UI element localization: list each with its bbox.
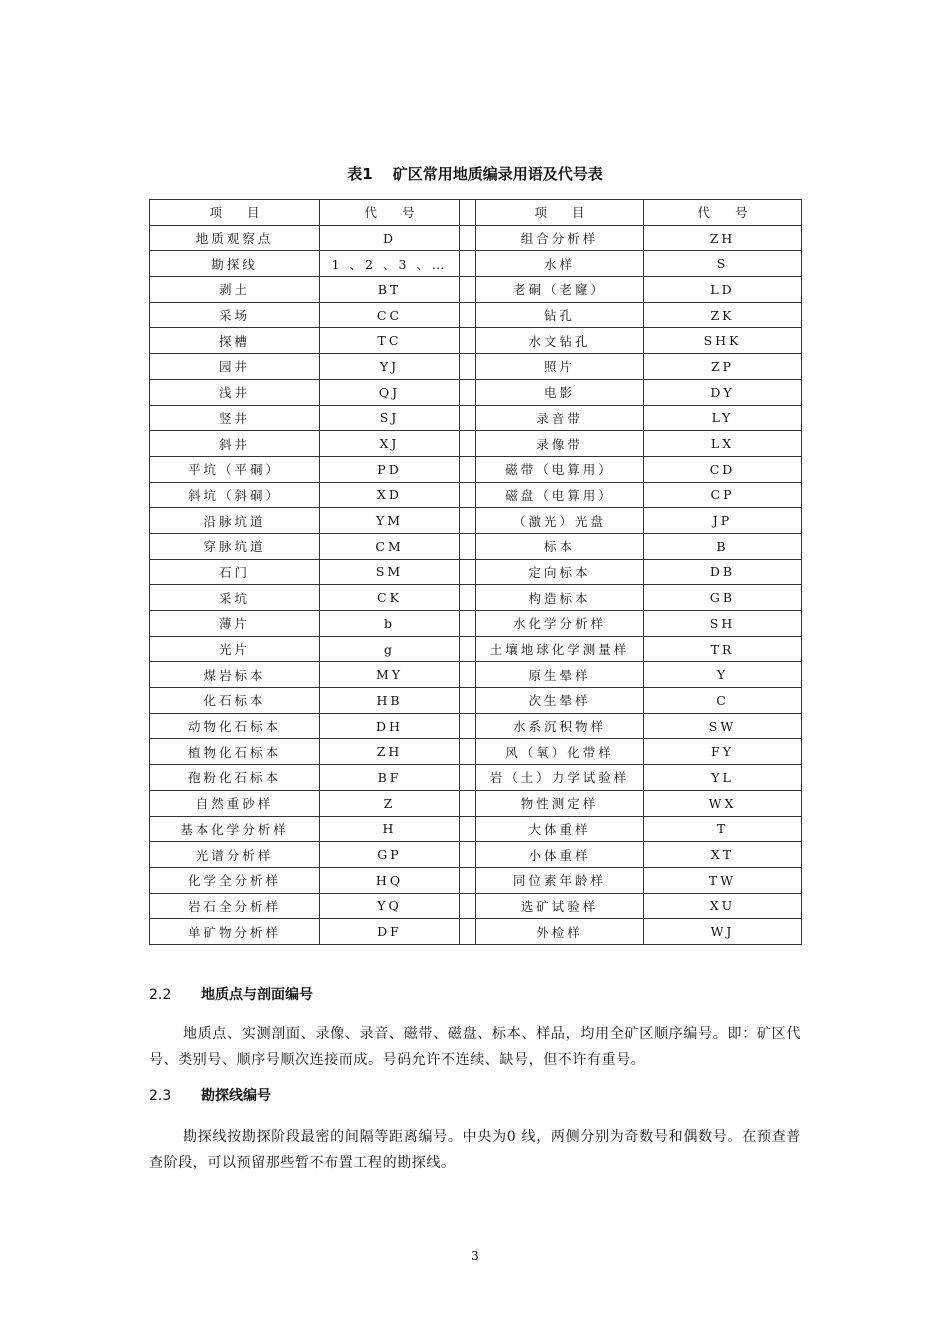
- table-row: [150, 765, 802, 791]
- item-code-cell: WJ: [644, 919, 802, 945]
- item-code-cell: LY: [644, 405, 802, 431]
- item-name-cell: 组合分析样: [476, 225, 644, 251]
- column-gap: [460, 611, 476, 637]
- table-row: [150, 328, 802, 354]
- table-row: [150, 533, 802, 559]
- table-header-row: [150, 200, 802, 226]
- column-gap: [460, 225, 476, 251]
- item-name-cell: 原生晕样: [476, 662, 644, 688]
- table-row: [150, 713, 802, 739]
- item-code-cell: HQ: [320, 867, 460, 893]
- item-code-cell: CK: [320, 585, 460, 611]
- item-code-cell: SH: [644, 611, 802, 637]
- column-gap: [460, 277, 476, 303]
- item-name-cell: 定向标本: [476, 559, 644, 585]
- item-name-cell: 探槽: [150, 328, 320, 354]
- item-name-cell: 穿脉坑道: [150, 533, 320, 559]
- item-name-cell: 石门: [150, 559, 320, 585]
- item-name-cell: 竖井: [150, 405, 320, 431]
- column-gap: [460, 585, 476, 611]
- item-name-cell: 平坑（平硐）: [150, 456, 320, 482]
- item-name-cell: 磁带（电算用）: [476, 456, 644, 482]
- item-code-cell: 1 、2 、3 、…: [320, 251, 460, 277]
- item-code-cell: WX: [644, 790, 802, 816]
- item-code-cell: ZP: [644, 354, 802, 380]
- item-code-cell: BT: [320, 277, 460, 303]
- column-gap: [460, 328, 476, 354]
- column-gap: [460, 867, 476, 893]
- item-code-cell: S: [644, 251, 802, 277]
- item-name-cell: 录像带: [476, 431, 644, 457]
- item-code-cell: XJ: [320, 431, 460, 457]
- item-code-cell: CP: [644, 482, 802, 508]
- item-code-cell: SM: [320, 559, 460, 585]
- item-name-cell: 次生晕样: [476, 688, 644, 714]
- header-cell: 代 号: [320, 200, 460, 226]
- item-name-cell: 化石标本: [150, 688, 320, 714]
- item-name-cell: 构造标本: [476, 585, 644, 611]
- table-row: [150, 688, 802, 714]
- item-code-cell: SW: [644, 713, 802, 739]
- column-gap: [460, 302, 476, 328]
- item-code-cell: C: [644, 688, 802, 714]
- table-row: [150, 225, 802, 251]
- table-title: 矿区常用地质编录用语及代号表: [392, 165, 603, 183]
- item-name-cell: 采场: [150, 302, 320, 328]
- item-name-cell: 薄片: [150, 611, 320, 637]
- item-name-cell: 单矿物分析样: [150, 919, 320, 945]
- item-code-cell: TC: [320, 328, 460, 354]
- item-code-cell: DY: [644, 379, 802, 405]
- item-code-cell: CC: [320, 302, 460, 328]
- item-name-cell: 照片: [476, 354, 644, 380]
- column-gap: [460, 200, 476, 226]
- item-code-cell: XT: [644, 842, 802, 868]
- paragraph-2-3: 勘探线按勘探阶段最密的间隔等距离编号。中央为0 线，两侧分别为奇数号和偶数号。在预查普查阶段，可以预留那些暂不布置工程的勘探线。: [149, 1129, 801, 1171]
- item-name-cell: 浅井: [150, 379, 320, 405]
- section-heading-2-2: [149, 984, 313, 1004]
- column-gap: [460, 482, 476, 508]
- column-gap: [460, 379, 476, 405]
- column-gap: [460, 842, 476, 868]
- item-code-cell: DH: [320, 713, 460, 739]
- item-name-cell: 同位素年龄样: [476, 867, 644, 893]
- item-code-cell: DF: [320, 919, 460, 945]
- section-title: 地质点与剖面编号: [201, 987, 313, 1003]
- item-name-cell: 基本化学分析样: [150, 816, 320, 842]
- item-code-cell: b: [320, 611, 460, 637]
- item-code-cell: ZH: [644, 225, 802, 251]
- table-row: [150, 893, 802, 919]
- item-name-cell: 岩（土）力学试验样: [476, 765, 644, 791]
- item-name-cell: 化学全分析样: [150, 867, 320, 893]
- table-row: [150, 302, 802, 328]
- column-gap: [460, 431, 476, 457]
- item-code-cell: Z: [320, 790, 460, 816]
- item-name-cell: 土壤地球化学测量样: [476, 636, 644, 662]
- page-number: 3: [471, 1249, 479, 1263]
- item-code-cell: LX: [644, 431, 802, 457]
- table-row: [150, 277, 802, 303]
- table-row: [150, 431, 802, 457]
- item-name-cell: 煤岩标本: [150, 662, 320, 688]
- item-code-cell: H: [320, 816, 460, 842]
- item-code-cell: TW: [644, 867, 802, 893]
- column-gap: [460, 636, 476, 662]
- item-code-cell: LD: [644, 277, 802, 303]
- table-row: [150, 379, 802, 405]
- item-name-cell: 水文钻孔: [476, 328, 644, 354]
- item-name-cell: 外检样: [476, 919, 644, 945]
- item-name-cell: 光片: [150, 636, 320, 662]
- column-gap: [460, 893, 476, 919]
- item-code-cell: HB: [320, 688, 460, 714]
- item-code-cell: FY: [644, 739, 802, 765]
- item-name-cell: 标本: [476, 533, 644, 559]
- item-name-cell: 光谱分析样: [150, 842, 320, 868]
- table-number: 表1: [347, 165, 373, 183]
- table-row: [150, 739, 802, 765]
- item-name-cell: 风（氧）化带样: [476, 739, 644, 765]
- table-row: [150, 251, 802, 277]
- item-code-cell: MY: [320, 662, 460, 688]
- table-row: [150, 919, 802, 945]
- item-code-cell: YQ: [320, 893, 460, 919]
- column-gap: [460, 688, 476, 714]
- table-row: [150, 790, 802, 816]
- item-code-cell: PD: [320, 456, 460, 482]
- item-code-cell: T: [644, 816, 802, 842]
- table-row: [150, 636, 802, 662]
- table-caption: [0, 163, 950, 184]
- item-code-cell: XU: [644, 893, 802, 919]
- item-name-cell: 选矿试验样: [476, 893, 644, 919]
- item-name-cell: 物性测定样: [476, 790, 644, 816]
- item-name-cell: 孢粉化石标本: [150, 765, 320, 791]
- item-code-cell: DB: [644, 559, 802, 585]
- code-table: [149, 199, 802, 945]
- column-gap: [460, 559, 476, 585]
- item-code-cell: D: [320, 225, 460, 251]
- item-code-cell: YL: [644, 765, 802, 791]
- table-row: [150, 842, 802, 868]
- header-cell: 代 号: [644, 200, 802, 226]
- column-gap: [460, 739, 476, 765]
- table-row: [150, 559, 802, 585]
- column-gap: [460, 533, 476, 559]
- item-code-cell: XD: [320, 482, 460, 508]
- column-gap: [460, 816, 476, 842]
- header-cell: 项 目: [150, 200, 320, 226]
- column-gap: [460, 251, 476, 277]
- item-name-cell: 水化学分析样: [476, 611, 644, 637]
- item-name-cell: 大体重样: [476, 816, 644, 842]
- item-name-cell: 水系沉积物样: [476, 713, 644, 739]
- table-row: [150, 867, 802, 893]
- item-code-cell: ZK: [644, 302, 802, 328]
- item-code-cell: TR: [644, 636, 802, 662]
- item-name-cell: （激光）光盘: [476, 508, 644, 534]
- table-row: [150, 456, 802, 482]
- column-gap: [460, 713, 476, 739]
- item-code-cell: Y: [644, 662, 802, 688]
- item-code-cell: BF: [320, 765, 460, 791]
- table-row: [150, 482, 802, 508]
- item-name-cell: 老硐（老窿）: [476, 277, 644, 303]
- item-name-cell: 录音带: [476, 405, 644, 431]
- item-name-cell: 斜坑（斜硐）: [150, 482, 320, 508]
- item-name-cell: 岩石全分析样: [150, 893, 320, 919]
- item-code-cell: QJ: [320, 379, 460, 405]
- item-code-cell: YM: [320, 508, 460, 534]
- item-name-cell: 水样: [476, 251, 644, 277]
- item-name-cell: 地质观察点: [150, 225, 320, 251]
- item-code-cell: YJ: [320, 354, 460, 380]
- table-row: [150, 662, 802, 688]
- table-row: [150, 405, 802, 431]
- item-name-cell: 园井: [150, 354, 320, 380]
- column-gap: [460, 919, 476, 945]
- column-gap: [460, 508, 476, 534]
- item-code-cell: B: [644, 533, 802, 559]
- item-code-cell: ZH: [320, 739, 460, 765]
- column-gap: [460, 405, 476, 431]
- table-row: [150, 585, 802, 611]
- item-name-cell: 植物化石标本: [150, 739, 320, 765]
- column-gap: [460, 765, 476, 791]
- item-code-cell: CD: [644, 456, 802, 482]
- item-name-cell: 小体重样: [476, 842, 644, 868]
- item-code-cell: SJ: [320, 405, 460, 431]
- column-gap: [460, 662, 476, 688]
- section-number: 2.2: [149, 987, 172, 1003]
- item-name-cell: 沿脉坑道: [150, 508, 320, 534]
- item-name-cell: 剥土: [150, 277, 320, 303]
- section-number: 2.3: [149, 1088, 172, 1104]
- column-gap: [460, 456, 476, 482]
- section-title: 勘探线编号: [201, 1088, 271, 1104]
- paragraph-2-2: 地质点、实测剖面、录像、录音、磁带、磁盘、标本、样品，均用全矿区顺序编号。即：矿区代号、类别号、顺序号顺次连接而成。号码允许不连续、缺号，但不许有重号。: [149, 1026, 801, 1068]
- item-name-cell: 采坑: [150, 585, 320, 611]
- item-name-cell: 斜井: [150, 431, 320, 457]
- item-code-cell: SHK: [644, 328, 802, 354]
- table-row: [150, 508, 802, 534]
- item-name-cell: 勘探线: [150, 251, 320, 277]
- table-row: [150, 816, 802, 842]
- table-row: [150, 611, 802, 637]
- column-gap: [460, 354, 476, 380]
- item-code-cell: GP: [320, 842, 460, 868]
- item-name-cell: 钻孔: [476, 302, 644, 328]
- item-name-cell: 电影: [476, 379, 644, 405]
- item-code-cell: g: [320, 636, 460, 662]
- item-code-cell: GB: [644, 585, 802, 611]
- item-name-cell: 动物化石标本: [150, 713, 320, 739]
- column-gap: [460, 790, 476, 816]
- item-name-cell: 自然重砂样: [150, 790, 320, 816]
- item-code-cell: CM: [320, 533, 460, 559]
- section-heading-2-3: [149, 1085, 271, 1105]
- table-row: [150, 354, 802, 380]
- item-name-cell: 磁盘（电算用）: [476, 482, 644, 508]
- header-cell: 项 目: [476, 200, 644, 226]
- item-code-cell: JP: [644, 508, 802, 534]
